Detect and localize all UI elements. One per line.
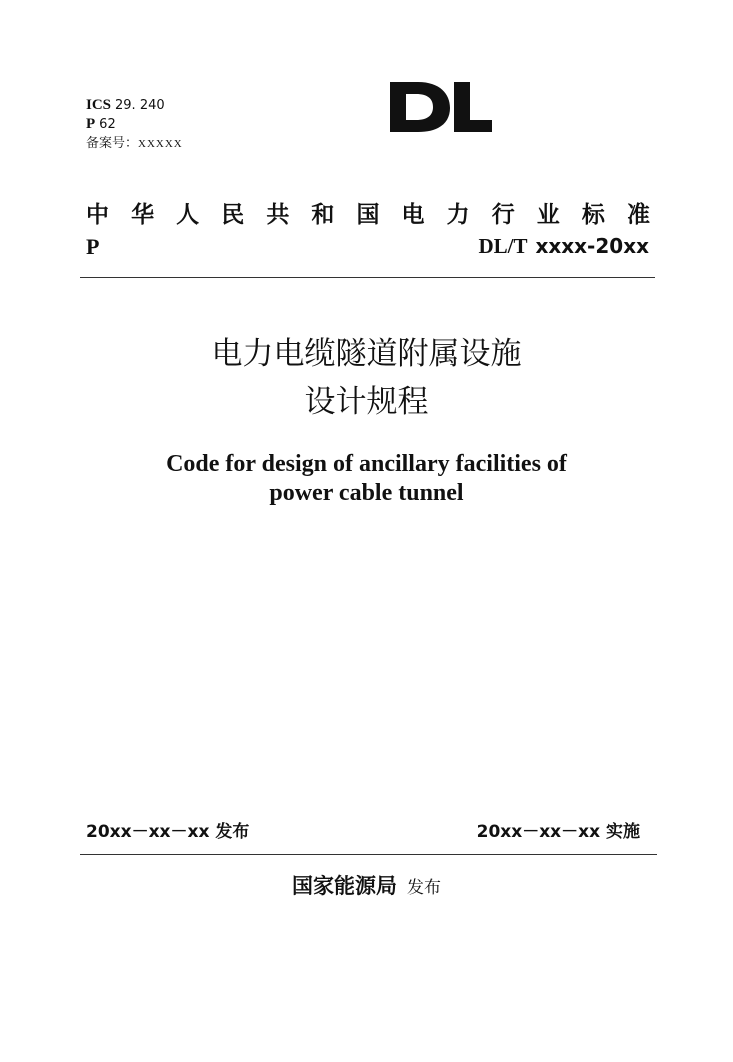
ics-row	[86, 96, 183, 115]
registration-label: 备案号：	[86, 136, 139, 151]
registration-row	[86, 134, 183, 153]
category-char: 行	[491, 202, 515, 228]
issue-date: 20xx－xx－xx 发布	[86, 822, 250, 842]
category-char: 民	[221, 202, 245, 228]
dl-logo	[388, 80, 498, 136]
category-char: 中	[86, 202, 109, 228]
title-en-line2: power cable tunnel	[269, 480, 464, 506]
category-char: 标	[581, 202, 605, 228]
category-char: 和	[311, 202, 335, 228]
title-en-line1: Code for design of ancillary facilities of	[166, 451, 567, 477]
standard-category	[86, 196, 650, 229]
category-char: 准	[626, 202, 650, 228]
ics-label: ICS	[86, 97, 112, 113]
category-char: 力	[446, 202, 470, 228]
category-char: 国	[356, 202, 380, 228]
publisher-action: 发布	[407, 878, 441, 898]
title-cn-line2: 设计规程	[304, 384, 429, 420]
logo-letter-l	[454, 82, 492, 132]
title-cn-line1: 电力电缆隧道附属设施	[211, 336, 522, 372]
category-code: P	[86, 234, 100, 259]
standard-code: xxxx-20xx	[535, 234, 649, 258]
ics-value: 29. 240	[115, 98, 165, 113]
classification-block	[86, 96, 183, 153]
registration-value: XXXXX	[138, 138, 183, 150]
implementation-date: 20xx－xx－xx 实施	[476, 822, 640, 842]
logo-letter-d	[390, 82, 450, 132]
ccs-row	[86, 115, 183, 134]
publisher-organization: 国家能源局	[292, 874, 397, 898]
category-char: 人	[176, 202, 200, 228]
ccs-label: P	[86, 116, 96, 132]
publisher	[0, 870, 733, 900]
category-char: 华	[131, 202, 155, 228]
category-char: 业	[536, 202, 560, 228]
standard-number	[478, 234, 649, 259]
top-divider	[80, 277, 655, 278]
ccs-value: 62	[99, 117, 116, 132]
category-char: 共	[266, 202, 290, 228]
standard-prefix: DL/T	[478, 234, 528, 258]
bottom-divider	[80, 854, 657, 855]
category-char: 电	[401, 202, 425, 228]
